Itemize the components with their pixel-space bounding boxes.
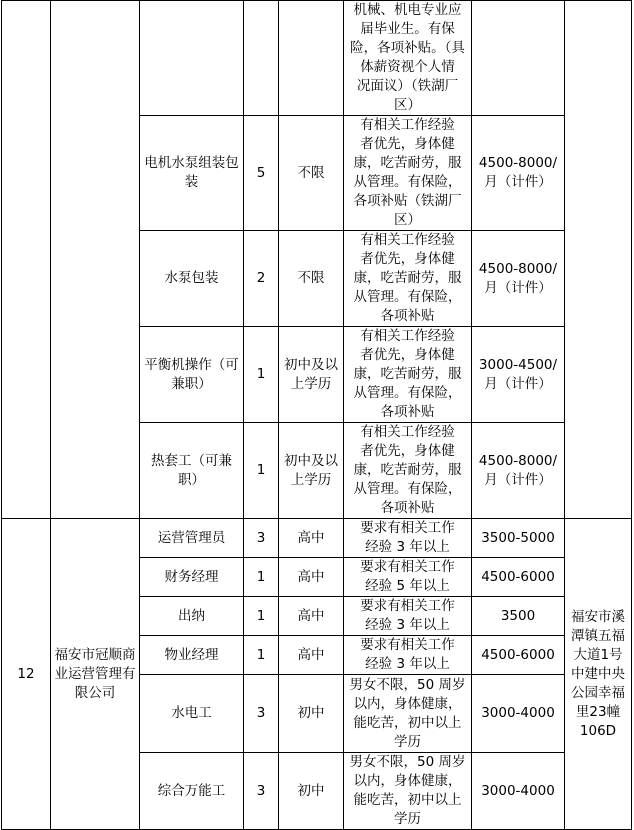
salary-cell [472, 1, 565, 116]
position-cell: 热套工（可兼职） [140, 423, 244, 519]
count-cell [244, 1, 279, 116]
requirements-line: 从管理。有保险， [353, 481, 462, 497]
requirements-line: 经验 3 年以上 [365, 539, 450, 555]
requirements-line: 男女不限，50 周岁 [349, 754, 466, 770]
education-cell: 初中及以上学历 [279, 327, 344, 423]
requirements-line: 以内，身体健康， [353, 695, 462, 712]
requirements-line: 能吃苦，初中以上 [353, 714, 462, 731]
index-cell: 12 [2, 519, 51, 830]
requirements-line: 有相关工作经验 [360, 328, 455, 344]
requirements-line: 者优先，身体健 [360, 251, 455, 267]
requirements-line: 从管理。有保险， [353, 385, 462, 401]
count-cell: 3 [244, 675, 279, 753]
recruitment-table [1, 0, 632, 830]
count-cell: 1 [244, 327, 279, 423]
count-cell: 1 [244, 597, 279, 636]
table-row [2, 1, 632, 116]
requirements-line: 者优先，身体健 [360, 136, 455, 152]
education-cell: 高中 [279, 558, 344, 597]
company-cell [51, 1, 140, 519]
count-cell: 3 [244, 753, 279, 830]
address-cell [565, 1, 632, 519]
requirements-cell [344, 675, 472, 753]
requirements-line: 男女不限，50 周岁 [349, 676, 466, 693]
requirements-line: 要求有相关工作 [360, 637, 455, 653]
requirements-line: 各项补贴 [380, 404, 435, 420]
education-cell: 初中 [279, 753, 344, 830]
count-cell: 5 [244, 116, 279, 231]
position-cell: 运营管理员 [140, 519, 244, 558]
requirements-line: 从管理。有保险， [353, 174, 462, 190]
requirements-line: 经验 5 年以上 [365, 578, 450, 594]
requirements-line: 况面议）（铁湖厂 [356, 78, 459, 94]
requirements-line: 以内，身体健康， [353, 773, 462, 789]
salary-cell: 4500-6000 [472, 558, 565, 597]
requirements-cell [344, 636, 472, 675]
requirements-line: 要求有相关工作 [360, 520, 455, 536]
education-cell: 初中 [279, 675, 344, 753]
requirements-cell [344, 597, 472, 636]
requirements-cell [344, 753, 472, 830]
requirements-line: 从管理。有保险， [353, 289, 462, 305]
salary-cell: 3000-4000 [472, 753, 565, 830]
requirements-cell [344, 519, 472, 558]
requirements-line: 康，吃苦耐劳，服 [353, 155, 462, 171]
table-row [2, 519, 632, 558]
position-cell: 平衡机操作（可兼职） [140, 327, 244, 423]
education-cell: 初中及以上学历 [279, 423, 344, 519]
salary-cell: 3000-4500/月（计件） [472, 327, 565, 423]
address-cell: 福安市溪潭镇五福大道1号中建中央公园幸福里23幢106D [565, 519, 632, 830]
education-cell [279, 1, 344, 116]
position-cell: 电机水泵组装包装 [140, 116, 244, 231]
requirements-cell [344, 231, 472, 327]
salary-cell: 4500-8000/月（计件） [472, 423, 565, 519]
requirements-line: 各项补贴（铁湖厂 [353, 193, 462, 209]
position-cell: 水电工 [140, 675, 244, 753]
count-cell: 1 [244, 423, 279, 519]
position-cell: 出纳 [140, 597, 244, 636]
requirements-line: 区） [394, 97, 421, 113]
count-cell: 3 [244, 519, 279, 558]
requirements-line: 学历 [394, 811, 421, 827]
salary-cell: 3000-4000 [472, 675, 565, 753]
requirements-line: 康，吃苦耐劳，服 [353, 462, 462, 478]
requirements-line: 届毕业生。有保 [360, 21, 455, 37]
requirements-line: 经验 3 年以上 [365, 656, 450, 672]
position-cell: 水泵包装 [140, 231, 244, 327]
count-cell: 1 [244, 558, 279, 597]
requirements-line: 经验 3 年以上 [365, 617, 450, 633]
requirements-cell [344, 423, 472, 519]
requirements-line: 要求有相关工作 [360, 559, 455, 575]
salary-cell: 4500-6000 [472, 636, 565, 675]
requirements-line: 者优先，身体健 [360, 347, 455, 363]
requirements-line: 要求有相关工作 [360, 598, 455, 614]
salary-cell: 3500 [472, 597, 565, 636]
requirements-cell [344, 116, 472, 231]
position-cell: 财务经理 [140, 558, 244, 597]
count-cell: 2 [244, 231, 279, 327]
requirements-line: 机械、机电专业应 [353, 2, 462, 18]
requirements-line: 险，各项补贴。（具 [350, 40, 465, 56]
requirements-line: 各项补贴 [380, 500, 435, 516]
index-cell [2, 1, 51, 519]
education-cell: 高中 [279, 636, 344, 675]
salary-cell: 3500-5000 [472, 519, 565, 558]
position-cell: 物业经理 [140, 636, 244, 675]
requirements-cell [344, 327, 472, 423]
salary-cell: 4500-8000/月（计件） [472, 116, 565, 231]
requirements-line: 有相关工作经验 [360, 117, 455, 133]
requirements-cell [344, 558, 472, 597]
education-cell: 高中 [279, 597, 344, 636]
education-cell: 不限 [279, 116, 344, 231]
education-cell: 不限 [279, 231, 344, 327]
requirements-line: 能吃苦，初中以上 [353, 792, 462, 808]
requirements-line: 者优先，身体健 [360, 443, 455, 459]
requirements-cell [344, 1, 472, 116]
requirements-line: 康，吃苦耐劳，服 [353, 366, 462, 382]
requirements-line: 各项补贴 [380, 308, 435, 324]
requirements-line: 区） [394, 212, 421, 228]
position-cell: 综合万能工 [140, 753, 244, 830]
education-cell: 高中 [279, 519, 344, 558]
company-cell: 福安市冠顺商业运营管理有限公司 [51, 519, 140, 830]
requirements-line: 学历 [394, 733, 421, 750]
requirements-line: 有相关工作经验 [360, 424, 455, 440]
count-cell: 1 [244, 636, 279, 675]
position-cell [140, 1, 244, 116]
requirements-line: 有相关工作经验 [360, 232, 455, 248]
salary-cell: 4500-8000/月（计件） [472, 231, 565, 327]
requirements-line: 康，吃苦耐劳，服 [353, 270, 462, 286]
requirements-line: 体薪资视个人情 [360, 59, 455, 75]
